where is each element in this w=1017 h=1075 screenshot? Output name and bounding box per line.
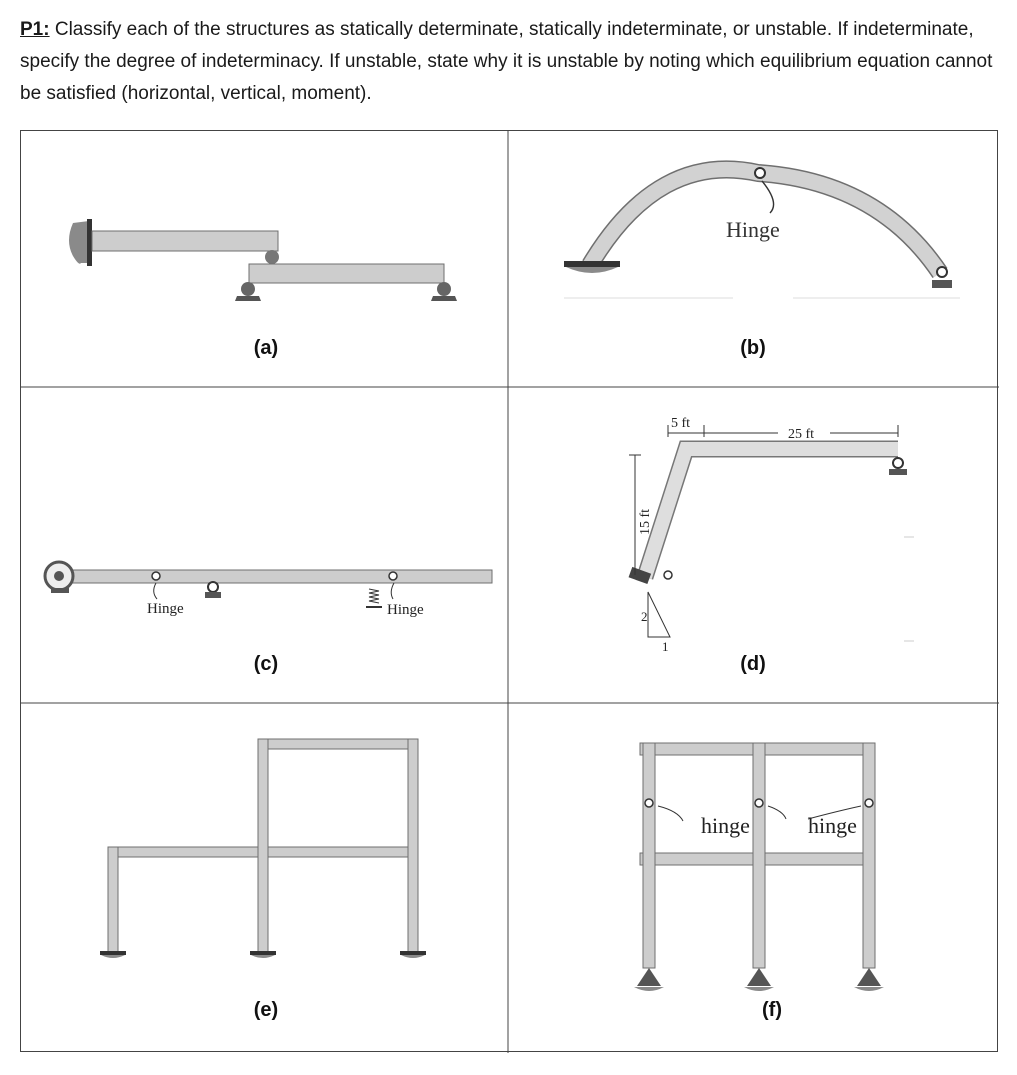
pin-right-base [431,296,457,301]
top-beam-e [258,739,418,749]
pin-d [664,571,672,579]
fixed-pin-c-center [54,571,64,581]
hinge-b [755,168,765,178]
dim-5-label: 5 ft [671,416,691,431]
beam-c [66,570,492,583]
column-f-right [863,743,875,968]
upper-beam [92,231,278,251]
hinge-c-right [389,572,397,580]
hinge-c-left-label: Hinge [147,601,184,617]
pin-b [937,267,947,277]
dim-15-label: 15 ft [638,508,653,535]
problem-tag: P1: [20,19,50,40]
slope-run: 1 [662,639,669,654]
hinge-f-1 [645,799,653,807]
figure-b [508,131,999,387]
hinge-f-3 [865,799,873,807]
slope-triangle [648,592,670,637]
caption-b: (b) [740,337,766,359]
caption-e: (e) [253,999,279,1021]
pin-c-mid-base [205,592,221,598]
fixed-pin-c-base [51,588,69,593]
hinge-c-left [152,572,160,580]
pin-f-right [857,968,881,986]
hinge-b-label: Hinge [726,217,780,242]
hinge-c-right-leader [391,583,394,599]
pin-f-middle [747,968,771,986]
slope-rise: 2 [641,609,648,624]
hinge-f-label-left: hinge [701,813,750,838]
hinge-b-leader [762,181,774,213]
column-f-left [643,743,655,968]
wall-ground [69,221,89,264]
pin-left-base [235,296,261,301]
column-e-middle [258,739,268,953]
column-e-left [108,847,118,953]
fixed-support [87,219,92,266]
pin-f-left [637,968,661,986]
pin-left [241,282,255,296]
caption-c: (c) [253,653,279,675]
ground-e-right [401,955,425,958]
fixed-e-right [400,951,426,955]
ground-e-middle [251,955,275,958]
roller [265,250,279,264]
hinge-c-right-label: Hinge [387,602,424,618]
caption-f: (f) [762,999,782,1021]
figure-d [508,387,999,703]
hinge-f-2 [755,799,763,807]
fixed-e-middle [250,951,276,955]
ground-f-middle [744,987,774,991]
spring-c [369,589,379,603]
dim-25-label: 25 ft [788,427,815,442]
caption-a: (a) [253,337,279,359]
ground-f-right [854,987,884,991]
figure-e [21,703,508,1053]
figure-f [508,703,999,1053]
pin-b-base [932,280,952,288]
pin-c-mid [208,582,218,592]
column-f-middle [753,743,765,968]
ground-b [566,267,618,273]
caption-d: (d) [740,653,766,675]
ground-f-left [634,987,664,991]
pin-right [437,282,451,296]
ground-e-left [101,955,125,958]
hinge-f-leader-1 [658,806,683,821]
bent-member [645,449,898,577]
figure-a [21,131,508,387]
hinge-f-leader-2 [768,806,786,819]
hinge-f-label-right: hinge [808,813,857,838]
figure-f-drawing [508,703,999,1053]
figure-c [21,387,508,703]
figure-grid [20,130,998,1052]
problem-text: Classify each of the structures as statically determinate, statically indeterminate, or unstable. If indeterminate, specify the degree of indeterminacy. If unstable, state why it is unstable by noting which equilibrium equation cannot be satisfied (horizontal, vertical, moment). [20,19,993,104]
pin-d-right [893,458,903,468]
column-e-right [408,739,418,953]
pin-d-right-base [889,469,907,475]
lower-beam [249,264,444,283]
fixed-support-b [564,261,620,267]
problem-statement [20,14,1005,110]
fixed-e-left [100,951,126,955]
hinge-c-left-leader [154,583,157,599]
